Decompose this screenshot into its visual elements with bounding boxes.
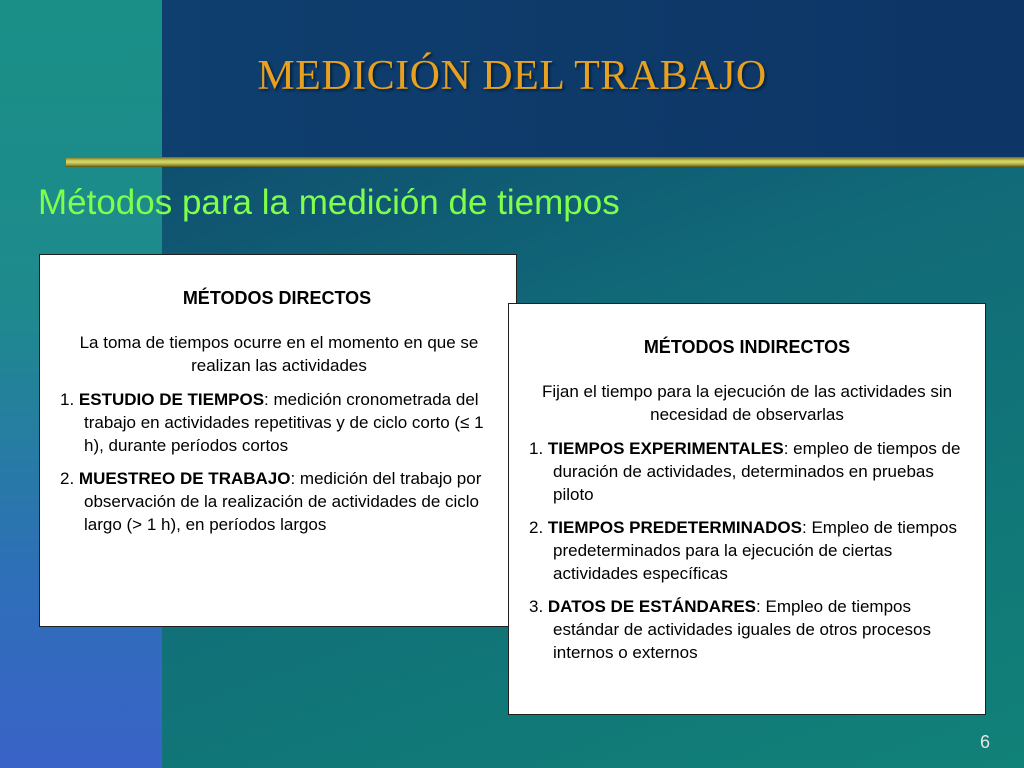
direct-methods-description: La toma de tiempos ocurre en el momento en que se realizan las actividades (79, 333, 479, 375)
item-text: : empleo de tiempos de duración de actividades, determinados en pruebas piloto (553, 439, 961, 504)
direct-item-2 (50, 467, 504, 536)
item-number: 1. (60, 390, 79, 409)
item-number: 1. (529, 439, 548, 458)
page-number: 6 (979, 732, 990, 752)
indirect-item-3 (519, 595, 975, 664)
direct-methods-box (39, 254, 517, 627)
item-number: 3. (529, 597, 548, 616)
title-divider (66, 157, 1024, 167)
direct-methods-heading: MÉTODOS DIRECTOS (182, 288, 372, 308)
item-term: TIEMPOS EXPERIMENTALES (547, 439, 784, 458)
indirect-item-2 (519, 516, 975, 585)
item-term: TIEMPOS PREDETERMINADOS (547, 518, 802, 537)
item-number: 2. (60, 469, 79, 488)
item-text: : Empleo de tiempos estándar de actividades iguales de otros procesos internos o externos (553, 597, 932, 662)
slide-subtitle: Métodos para la medición de tiempos (38, 183, 620, 222)
item-term: MUESTREO DE TRABAJO (78, 469, 291, 488)
item-term: DATOS DE ESTÁNDARES (547, 597, 757, 616)
indirect-item-1 (519, 437, 975, 506)
item-text: : medición del trabajo por observación de la realización de actividades de ciclo largo (> 1 h), en períodos largos (84, 469, 482, 534)
direct-item-1 (50, 388, 504, 457)
slide-title: MEDICIÓN DEL TRABAJO (257, 53, 767, 99)
indirect-methods-box (508, 303, 986, 715)
item-text: : Empleo de tiempos predeterminados para la ejecución de ciertas actividades específicas (553, 518, 957, 583)
indirect-methods-heading: MÉTODOS INDIRECTOS (643, 337, 851, 357)
item-term: ESTUDIO DE TIEMPOS (78, 390, 265, 409)
item-text: : medición cronometrada del trabajo en actividades repetitivas y de ciclo corto (≤ 1 h), durante períodos cortos (84, 390, 484, 455)
indirect-methods-description: Fijan el tiempo para la ejecución de las actividades sin necesidad de observarlas (541, 382, 953, 424)
item-number: 2. (529, 518, 548, 537)
